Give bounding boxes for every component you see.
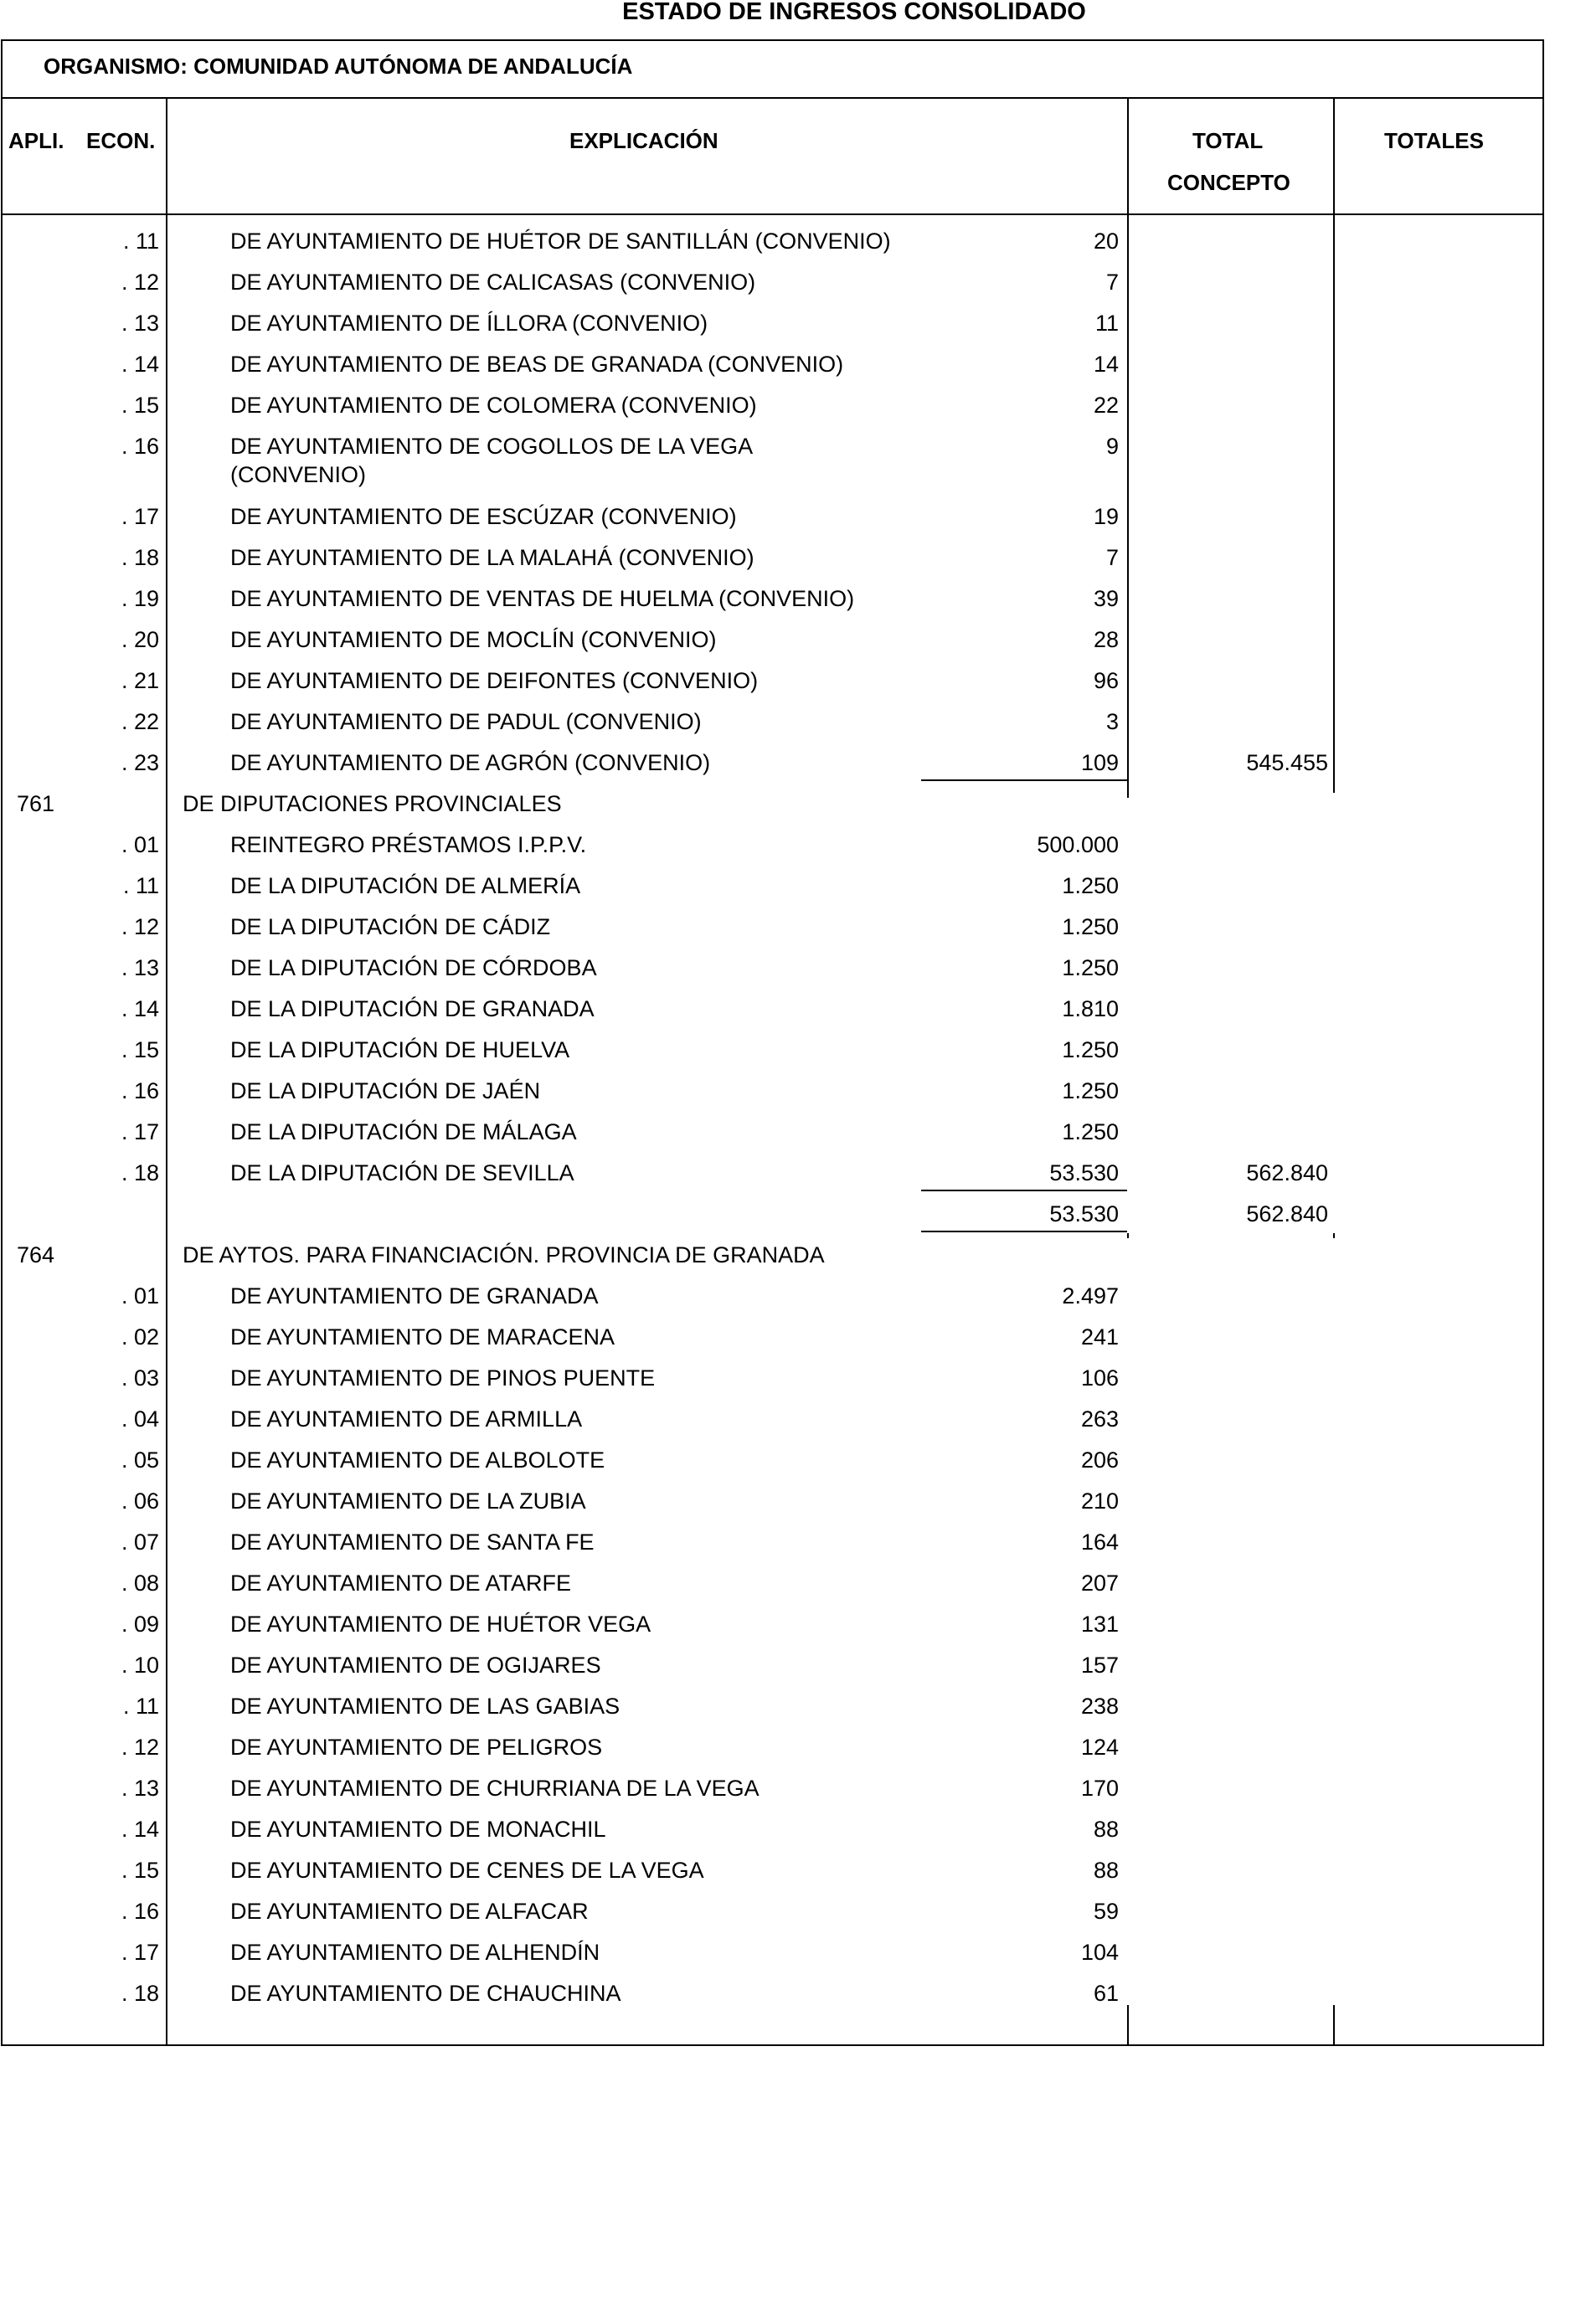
apli-cell: 761	[17, 791, 55, 816]
total-concepto-cell: 170	[1080, 1776, 1119, 1801]
total-concepto-cell: 241	[1080, 1324, 1119, 1350]
econ-cell: . 16	[121, 1899, 159, 1924]
total-concepto-cell: 3	[1105, 709, 1119, 734]
subtotal-underline	[921, 1190, 1127, 1191]
total-concepto-cell: 7	[1105, 545, 1119, 570]
total-concepto-cell: 206	[1080, 1447, 1119, 1473]
table-row	[0, 1974, 1543, 2015]
description-cell: DE AYUNTAMIENTO DE COGOLLOS DE LA VEGA	[230, 434, 754, 459]
description-cell: DE AYUNTAMIENTO DE ALBOLOTE	[230, 1447, 605, 1473]
total-concepto-cell: 14	[1093, 352, 1119, 377]
col-divider-total-header	[1127, 97, 1129, 213]
econ-cell: . 06	[121, 1488, 159, 1514]
total-concepto-cell: 500.000	[1037, 832, 1119, 857]
description-cell: DE AYUNTAMIENTO DE MONACHIL	[230, 1817, 606, 1842]
econ-cell: . 12	[121, 270, 159, 295]
table-row	[0, 1769, 1543, 1810]
apli-cell: 764	[17, 1242, 55, 1267]
total-concepto-cell: 2.497	[1062, 1283, 1119, 1309]
table-row	[0, 1605, 1543, 1646]
table-row	[0, 538, 1543, 579]
table-row	[0, 743, 1543, 784]
total-concepto-cell: 210	[1080, 1488, 1119, 1514]
econ-cell: . 13	[121, 955, 159, 980]
econ-cell: . 05	[121, 1447, 159, 1473]
header-explicacion: EXPLICACIÓN	[569, 128, 718, 153]
description-cell: DE AYUNTAMIENTO DE CALICASAS (CONVENIO)	[230, 270, 756, 295]
description-cell: DE AYUNTAMIENTO DE HUÉTOR DE SANTILLÁN (CONVENIO)	[230, 229, 891, 254]
subtotal-underline	[921, 779, 1127, 781]
econ-cell: . 21	[121, 668, 159, 693]
total-concepto-cell: 157	[1080, 1653, 1119, 1678]
table-row	[0, 1687, 1543, 1728]
econ-cell: . 18	[121, 1981, 159, 2006]
description-cell: REINTEGRO PRÉSTAMOS I.P.P.V.	[230, 832, 587, 857]
total-concepto-cell: 104	[1080, 1940, 1119, 1965]
total-concepto-cell: 238	[1080, 1694, 1119, 1719]
total-concepto-cell: 59	[1093, 1899, 1119, 1924]
econ-cell: . 01	[121, 1283, 159, 1309]
description-cell: DE AYUNTAMIENTO DE LA MALAHÁ (CONVENIO)	[230, 545, 754, 570]
description-cell: DE AYUNTAMIENTO DE ALHENDÍN	[230, 1940, 600, 1965]
total-concepto-cell: 53.530	[1049, 1201, 1119, 1226]
table-row	[0, 1482, 1543, 1523]
econ-cell: . 12	[121, 914, 159, 939]
description-cell: DE AYUNTAMIENTO DE MARACENA	[230, 1324, 615, 1350]
econ-cell: . 18	[121, 1160, 159, 1185]
organismo-label: ORGANISMO: COMUNIDAD AUTÓNOMA DE ANDALUCÍA	[44, 54, 633, 79]
total-concepto-cell: 1.250	[1062, 914, 1119, 939]
econ-cell: . 07	[121, 1530, 159, 1555]
total-concepto-cell: 39	[1093, 586, 1119, 611]
table-row	[0, 702, 1543, 743]
totales-cell: 562.840	[1246, 1160, 1328, 1185]
econ-cell: . 02	[121, 1324, 159, 1350]
econ-cell: . 15	[121, 393, 159, 418]
col-divider-totales-header	[1333, 97, 1335, 213]
description-cell: DE LA DIPUTACIÓN DE JAÉN	[230, 1078, 541, 1103]
table-row	[0, 620, 1543, 661]
description-cell: DE AYUNTAMIENTO DE PADUL (CONVENIO)	[230, 709, 702, 734]
description-cell: DE LA DIPUTACIÓN DE ALMERÍA	[230, 873, 581, 898]
econ-cell: . 16	[121, 1078, 159, 1103]
table-row	[0, 1277, 1543, 1318]
description-cell: DE AYTOS. PARA FINANCIACIÓN. PROVINCIA DE GRANADA	[183, 1242, 825, 1267]
econ-cell: . 13	[121, 311, 159, 336]
description-cell: DE LA DIPUTACIÓN DE MÁLAGA	[230, 1119, 577, 1144]
econ-cell: . 14	[121, 352, 159, 377]
total-concepto-cell: 1.250	[1062, 1119, 1119, 1144]
table-row	[0, 497, 1543, 538]
econ-cell: . 01	[121, 832, 159, 857]
table-row	[0, 1400, 1543, 1441]
econ-cell: . 17	[121, 1940, 159, 1965]
total-concepto-cell: 109	[1080, 750, 1119, 775]
header-totales: TOTALES	[1384, 128, 1484, 153]
total-concepto-cell: 19	[1093, 504, 1119, 529]
econ-cell: . 13	[121, 1776, 159, 1801]
table-row	[0, 907, 1543, 949]
table-row	[0, 1113, 1543, 1154]
econ-cell: . 23	[121, 750, 159, 775]
econ-cell: . 08	[121, 1571, 159, 1596]
total-concepto-cell: 1.810	[1062, 996, 1119, 1021]
table-row	[0, 263, 1543, 304]
econ-cell: . 19	[121, 586, 159, 611]
total-concepto-cell: 7	[1105, 270, 1119, 295]
total-concepto-cell: 1.250	[1062, 873, 1119, 898]
description-cell: DE AYUNTAMIENTO DE MOCLÍN (CONVENIO)	[230, 627, 717, 652]
table-row	[0, 1851, 1543, 1892]
table-row	[0, 1318, 1543, 1359]
total-concepto-cell: 131	[1080, 1612, 1119, 1637]
description-cell: DE AYUNTAMIENTO DE GRANADA	[230, 1283, 599, 1309]
econ-cell: . 11	[122, 1694, 159, 1719]
table-row	[0, 1892, 1543, 1933]
header-total: TOTAL	[1192, 128, 1264, 153]
table-row	[0, 345, 1543, 386]
econ-cell: . 12	[121, 1735, 159, 1760]
table-row	[0, 866, 1543, 907]
total-concepto-cell: 61	[1093, 1981, 1119, 2006]
total-concepto-cell: 124	[1080, 1735, 1119, 1760]
total-concepto-cell: 207	[1080, 1571, 1119, 1596]
description-cell: DE LA DIPUTACIÓN DE SEVILLA	[230, 1160, 574, 1185]
header-apli: APLI.	[8, 128, 64, 153]
description-cell: DE AYUNTAMIENTO DE AGRÓN (CONVENIO)	[230, 750, 711, 775]
econ-cell: . 11	[122, 873, 159, 898]
organismo-divider	[1, 97, 1544, 99]
econ-cell: . 17	[121, 504, 159, 529]
econ-cell: . 14	[121, 996, 159, 1021]
header-divider	[1, 213, 1544, 215]
table-row	[0, 222, 1543, 263]
description-cell: DE AYUNTAMIENTO DE ÍLLORA (CONVENIO)	[230, 311, 708, 336]
total-concepto-cell: 96	[1093, 668, 1119, 693]
description-cell: DE AYUNTAMIENTO DE CHAUCHINA	[230, 1981, 621, 2006]
table-row	[0, 661, 1543, 702]
table-row	[0, 1728, 1543, 1769]
description-cell: DE AYUNTAMIENTO DE OGIJARES	[230, 1653, 601, 1678]
table-row	[0, 1236, 1543, 1277]
description-cell: DE AYUNTAMIENTO DE CENES DE LA VEGA	[230, 1858, 704, 1883]
description-cell: DE AYUNTAMIENTO DE LAS GABIAS	[230, 1694, 620, 1719]
econ-cell: . 22	[121, 709, 159, 734]
econ-cell: . 18	[121, 545, 159, 570]
table-row	[0, 1810, 1543, 1851]
description-cell: DE AYUNTAMIENTO DE CHURRIANA DE LA VEGA	[230, 1776, 760, 1801]
document-title: ESTADO DE INGRESOS CONSOLIDADO	[622, 0, 1086, 25]
table-row	[0, 990, 1543, 1031]
description-cell: DE AYUNTAMIENTO DE ESCÚZAR (CONVENIO)	[230, 504, 737, 529]
description-cell: DE AYUNTAMIENTO DE VENTAS DE HUELMA (CONVENIO)	[230, 586, 855, 611]
table-row	[0, 1441, 1543, 1482]
description-cell: DE LA DIPUTACIÓN DE CÁDIZ	[230, 914, 551, 939]
table-row	[0, 1523, 1543, 1564]
total-concepto-cell: 88	[1093, 1858, 1119, 1883]
table-row	[0, 579, 1543, 620]
description-cell-continuation: (CONVENIO)	[230, 462, 366, 487]
total-concepto-cell: 20	[1093, 229, 1119, 254]
econ-cell: . 09	[121, 1612, 159, 1637]
table-row	[0, 1031, 1543, 1072]
econ-cell: . 10	[121, 1653, 159, 1678]
description-cell: DE AYUNTAMIENTO DE DEIFONTES (CONVENIO)	[230, 668, 759, 693]
table-row	[0, 1154, 1543, 1195]
table-row	[0, 1564, 1543, 1605]
header-econ: ECON.	[86, 128, 156, 153]
table-row	[0, 1072, 1543, 1113]
total-concepto-cell: 1.250	[1062, 955, 1119, 980]
table-row	[0, 1933, 1543, 1974]
description-cell: DE AYUNTAMIENTO DE ATARFE	[230, 1571, 572, 1596]
econ-cell: . 20	[121, 627, 159, 652]
econ-cell: . 16	[121, 434, 159, 459]
table-row	[0, 386, 1543, 427]
total-concepto-cell: 11	[1094, 311, 1119, 336]
econ-cell: . 17	[121, 1119, 159, 1144]
total-concepto-cell: 1.250	[1062, 1078, 1119, 1103]
description-cell: DE LA DIPUTACIÓN DE CÓRDOBA	[230, 955, 597, 980]
header-concepto: CONCEPTO	[1167, 170, 1290, 195]
total-concepto-cell: 263	[1080, 1406, 1119, 1432]
table-row	[0, 427, 1543, 497]
total-concepto-cell: 1.250	[1062, 1037, 1119, 1062]
econ-cell: . 03	[121, 1365, 159, 1391]
subtotal-underline	[921, 1231, 1127, 1232]
total-concepto-cell: 164	[1080, 1530, 1119, 1555]
econ-cell: . 15	[121, 1037, 159, 1062]
total-concepto-cell: 9	[1105, 434, 1119, 459]
description-cell: DE AYUNTAMIENTO DE SANTA FE	[230, 1530, 595, 1555]
table-row	[0, 949, 1543, 990]
description-cell: DE AYUNTAMIENTO DE PELIGROS	[230, 1735, 603, 1760]
description-cell: DE AYUNTAMIENTO DE PINOS PUENTE	[230, 1365, 656, 1391]
description-cell: DE AYUNTAMIENTO DE LA ZUBIA	[230, 1488, 586, 1514]
econ-cell: . 11	[122, 229, 159, 254]
description-cell: DE LA DIPUTACIÓN DE GRANADA	[230, 996, 595, 1021]
total-concepto-cell: 88	[1093, 1817, 1119, 1842]
description-cell: DE LA DIPUTACIÓN DE HUELVA	[230, 1037, 570, 1062]
description-cell: DE AYUNTAMIENTO DE HUÉTOR VEGA	[230, 1612, 651, 1637]
total-concepto-cell: 22	[1093, 393, 1119, 418]
description-cell: DE DIPUTACIONES PROVINCIALES	[183, 791, 562, 816]
description-cell: DE AYUNTAMIENTO DE COLOMERA (CONVENIO)	[230, 393, 757, 418]
description-cell: DE AYUNTAMIENTO DE ARMILLA	[230, 1406, 583, 1432]
econ-cell: . 15	[121, 1858, 159, 1883]
totales-cell: 562.840	[1246, 1201, 1328, 1226]
table-row	[0, 825, 1543, 866]
econ-cell: . 04	[121, 1406, 159, 1432]
description-cell: DE AYUNTAMIENTO DE ALFACAR	[230, 1899, 589, 1924]
total-concepto-cell: 106	[1080, 1365, 1119, 1391]
totales-cell: 545.455	[1246, 750, 1328, 775]
table-row	[0, 784, 1543, 825]
total-concepto-cell: 53.530	[1049, 1160, 1119, 1185]
description-cell: DE AYUNTAMIENTO DE BEAS DE GRANADA (CONVENIO)	[230, 352, 844, 377]
table-row	[0, 1359, 1543, 1400]
table-row	[0, 304, 1543, 345]
table-row	[0, 1195, 1543, 1236]
total-concepto-cell: 28	[1093, 627, 1119, 652]
econ-cell: . 14	[121, 1817, 159, 1842]
table-row	[0, 1646, 1543, 1687]
